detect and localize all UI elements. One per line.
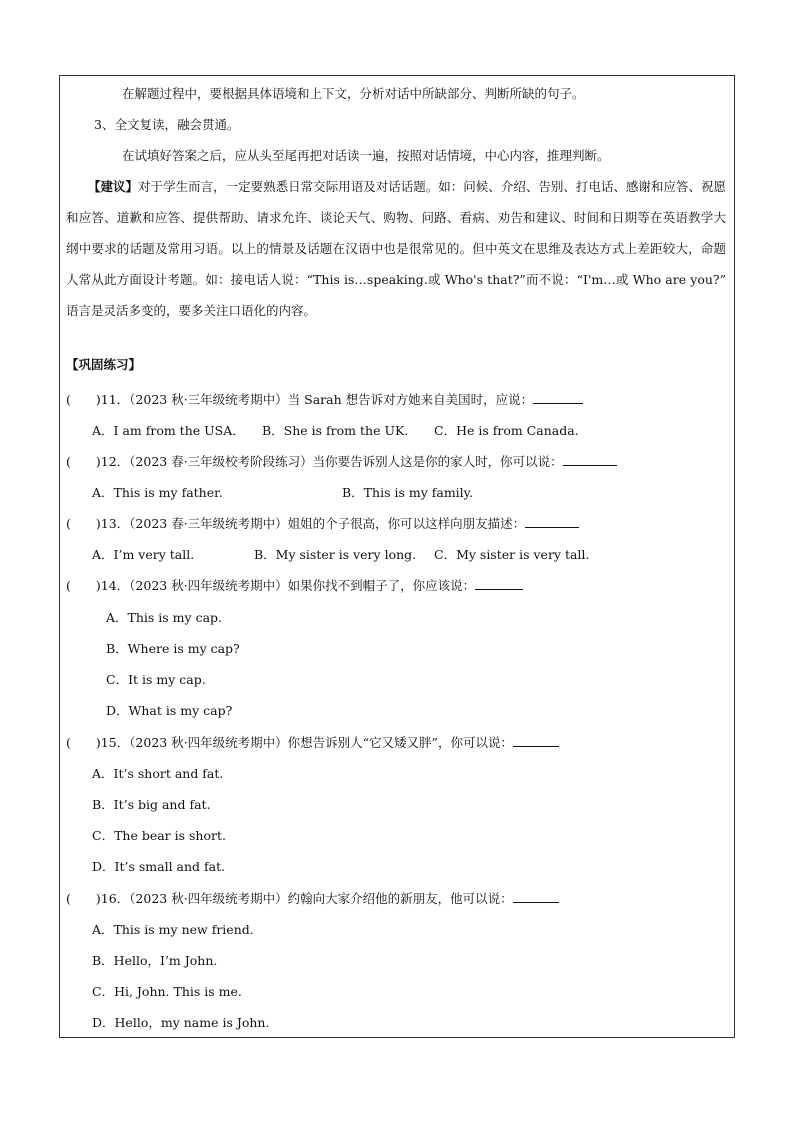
advice-text: 对于学生而言，一定要熟悉日常交际用语及对话话题。如：问候、介绍、告别、打电话、感谢和应答、祝愿和应答、道歉和应答、提供帮助、请求允许、谈论天气、购物、问路、看病、劝告和建议、时间和日期等在英语教学大纲中要求的话题及常用习语。以上的情景及话题在汉语中也是很常见的。但中英文在思维及表达方式上差距较大，命题人常从此方面设计考题。如：接电话人说：“This is…speaking.或 Who's that?”而不说：“I'm…或 Who are you?” 语言是灵活多变的，要多关注口语化的内容。: [66, 179, 726, 318]
question-15-option-b[interactable]: B．It’s big and fat.: [92, 797, 211, 812]
answer-blank[interactable]: [563, 451, 617, 466]
section-title: 【巩固练习】: [66, 357, 142, 372]
question-11-option-a[interactable]: A．I am from the USA．: [92, 423, 245, 438]
question-16-stem: ( )16．（2023 秋·四年级统考期中）约翰向大家介绍他的新朋友，他可以说：: [66, 883, 726, 914]
content-frame: [59, 75, 735, 1038]
intro-line-3: 在试填好答案之后，应从头至尾再把对话读一遍，按照对话情境，中心内容，推理判断。: [122, 148, 610, 163]
question-12-stem: ( )12．（2023 春·三年级校考阶段练习）当你要告诉别人这是你的家人时，你可以说：: [66, 446, 726, 477]
question-13-option-a[interactable]: A．I’m very tall.: [92, 547, 195, 562]
intro-line-1: 在解题过程中，要根据具体语境和上下文，分析对话中所缺部分、判断所缺的句子。: [122, 86, 585, 101]
answer-blank[interactable]: [533, 389, 583, 404]
question-16-option-d[interactable]: D．Hello，my name is John.: [92, 1015, 270, 1030]
question-13-option-c[interactable]: C．My sister is very tall.: [434, 547, 590, 562]
question-11-stem: ( )11．（2023 秋·三年级统考期中）当 Sarah 想告诉对方她来自美国时，应说：: [66, 384, 726, 415]
question-14-option-c[interactable]: C．It is my cap.: [106, 672, 206, 687]
question-14-stem: ( )14．（2023 秋·四年级统考期中）如果你找不到帽子了，你应该说：: [66, 570, 726, 601]
question-15-option-a[interactable]: A．It’s short and fat.: [92, 766, 224, 781]
question-14-option-a[interactable]: A．This is my cap.: [106, 610, 223, 625]
question-16-option-a[interactable]: A．This is my new friend.: [92, 922, 254, 937]
question-12-option-b[interactable]: B．This is my family.: [342, 485, 474, 500]
question-13-stem: ( )13．（2023 春·三年级统考期中）姐姐的个子很高，你可以这样向朋友描述：: [66, 508, 726, 539]
answer-blank[interactable]: [513, 888, 559, 903]
question-12-option-a[interactable]: A．This is my father.: [92, 485, 223, 500]
question-11-option-c[interactable]: C．He is from Canada.: [434, 423, 579, 438]
question-15-stem: ( )15．（2023 秋·四年级统考期中）你想告诉别人“它又矮又胖”，你可以说：: [66, 727, 726, 758]
question-11-option-b[interactable]: B．She is from the UK.: [262, 423, 409, 438]
advice-label: 【建议】: [88, 179, 139, 194]
advice-paragraph: [66, 171, 726, 326]
question-15-option-c[interactable]: C．The bear is short.: [92, 828, 226, 843]
intro-line-2: 3、全文复读，融会贯通。: [94, 117, 240, 132]
answer-blank[interactable]: [513, 732, 559, 747]
question-14-option-d[interactable]: D．What is my cap?: [106, 703, 233, 718]
question-15-option-d[interactable]: D．It’s small and fat.: [92, 859, 226, 874]
answer-blank[interactable]: [525, 513, 579, 528]
question-14-option-b[interactable]: B．Where is my cap?: [106, 641, 240, 656]
question-16-option-b[interactable]: B．Hello，I’m John.: [92, 953, 218, 968]
question-16-option-c[interactable]: C．Hi, John. This is me.: [92, 984, 242, 999]
question-13-option-b[interactable]: B．My sister is very long.: [254, 547, 417, 562]
answer-blank[interactable]: [475, 575, 523, 590]
